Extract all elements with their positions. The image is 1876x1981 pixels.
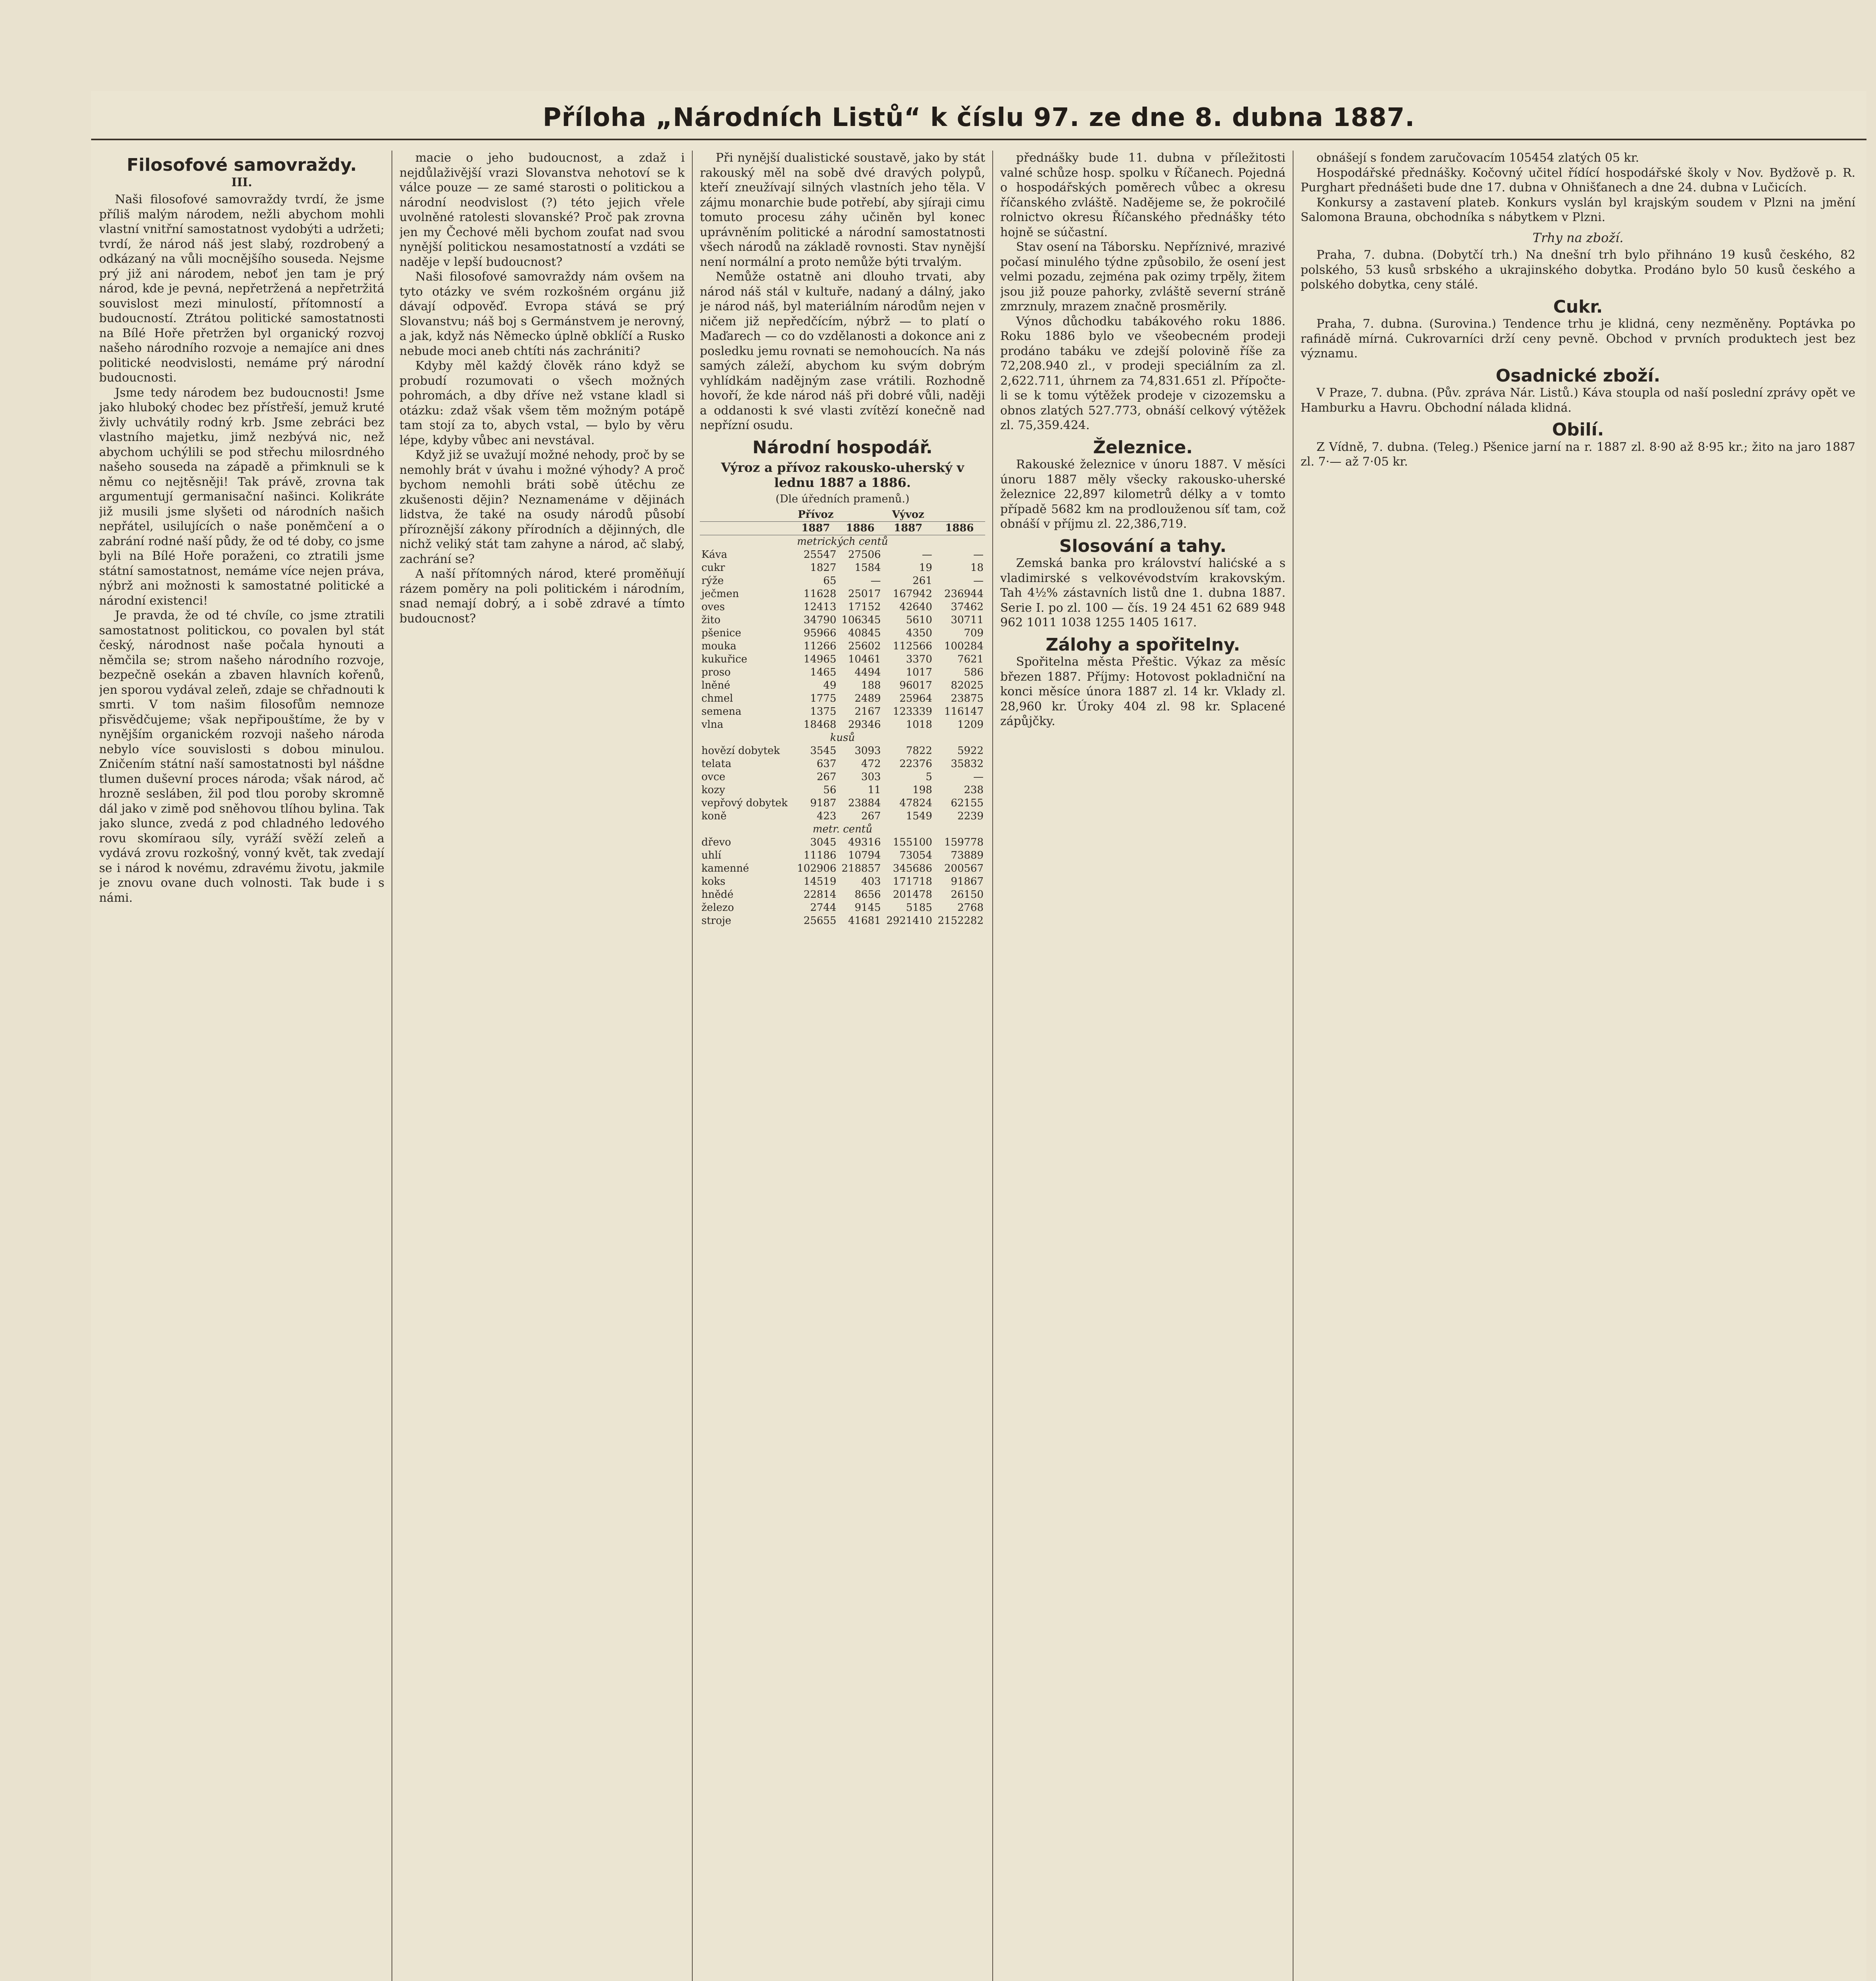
table-cell: žito — [701, 614, 721, 626]
column-2 — [399, 151, 685, 1981]
table-cell: 56 — [823, 784, 837, 796]
table-cell: 1886 — [934, 521, 985, 535]
table-cell: 18 — [970, 561, 984, 574]
table-cell: 586 — [964, 666, 984, 678]
table-cell: 11 — [867, 784, 881, 796]
table-cell: dřevo — [701, 836, 731, 848]
table-cell: 1886 — [838, 521, 883, 535]
table-cell: proso — [701, 666, 731, 678]
table-cell: — — [870, 574, 881, 587]
table-cell: ovce — [701, 771, 726, 783]
table-cell: 41681 — [848, 914, 881, 927]
paragraph: Zemská banka pro království halićské a s vladimirské s velkovévodstvím krakovským. Tah 4½% zástavních listů dne 1. dubna 1887. Serie I. po zl. 100 — čís. 19 24 451 62 689 948 962 1011 1038 1255 1405 1617. — [1000, 556, 1286, 630]
table-row — [700, 758, 985, 771]
table-cell — [700, 521, 793, 535]
table-cell: 171718 — [893, 875, 932, 887]
table-cell: 30711 — [951, 614, 984, 626]
table-cell: železo — [701, 901, 734, 914]
table-row — [700, 771, 985, 784]
table-cell: 200567 — [944, 862, 984, 874]
column-3 — [700, 151, 985, 1981]
table-cell: 40845 — [848, 627, 881, 639]
table-cell: rýže — [701, 574, 724, 587]
table-cell: mouka — [701, 640, 737, 652]
paragraph: Praha, 7. dubna. (Surovina.) Tendence trhu je klidná, ceny nezměněny. Poptávka po rafinádě mírná. Cukrovarníci drží ceny pevně. Obchod v prvních produktech jest bez významu. — [1301, 317, 1855, 361]
table-cell: 25964 — [899, 692, 932, 704]
table-cell: 4494 — [854, 666, 881, 678]
table-cell: 116147 — [944, 705, 984, 718]
table-cell: — — [973, 548, 984, 561]
table-cell: 2152282 — [938, 914, 984, 927]
table-row — [700, 574, 985, 588]
table-cell: 1209 — [957, 718, 984, 731]
table-cell: 159778 — [944, 836, 984, 848]
paragraph: Z Vídně, 7. dubna. (Teleg.) Pšenice jarní na r. 1887 zl. 8·90 až 8·95 kr.; žito na jaro 1887 zl. 7·— až 7·05 kr. — [1301, 440, 1855, 469]
table-cell — [700, 508, 793, 522]
table-cell: 188 — [861, 679, 881, 691]
table-cell: hnědé — [701, 888, 734, 901]
trade-table-title: Výroz a přívoz rakousko-uherský v lednu 1887 a 1886. — [721, 460, 964, 490]
table-cell: ječmen — [701, 588, 739, 600]
table-cell: 25602 — [848, 640, 881, 652]
table-row — [700, 888, 985, 901]
table-cell: 9145 — [854, 901, 881, 914]
table-cell: oves — [701, 601, 725, 613]
unit-label: metrických centů — [797, 535, 888, 548]
table-cell: 345686 — [893, 862, 932, 874]
table-cell: 2921410 — [886, 914, 932, 927]
table-row — [700, 640, 985, 653]
table-cell: 95966 — [803, 627, 837, 639]
paragraph: Rakouské železnice v únoru 1887. V měsíci únoru 1887 měly všecky rakousko-uherské železnice 22,897 kilometrů délky a v tomto případě 5682 km na prodlouženou síť tam, což obnáší v příjmu zl. 22,386,719. — [1000, 458, 1286, 531]
unit-row — [700, 823, 985, 836]
article-title: Filosofové samovraždy. — [126, 155, 357, 175]
paragraph: Kdyby měl každý člověk ráno když se probudí rozumovati o všech možných pohromách, a dby dříve než vstane kladl si otázku: zdaž však všem těm možným potápě tam stojí za to, abych vstal, — bylo by věru lépe, kdyby vůbec ani nevstával. — [399, 359, 685, 447]
paragraph: obnášejí s fondem zaručovacím 105454 zlatých 05 kr. — [1316, 151, 1639, 165]
table-cell: pšenice — [701, 627, 741, 639]
unit-label: metr. centů — [812, 823, 873, 835]
section-heading-slosovani: Slosování a tahy. — [1059, 536, 1226, 556]
table-row — [700, 901, 985, 914]
table-cell: vepřový dobytek — [701, 797, 788, 809]
table-row — [700, 653, 985, 666]
table-cell: 238 — [964, 784, 984, 796]
table-cell: 1465 — [810, 666, 837, 678]
paragraph: Naši filosofové samovraždy nám ovšem na tyto otázky ve svém rozkošném orgánu již dávají odpověď. Evropa stává se prý Slovanstvu; náš boj s Germánstvem je nerovný, a jak, když nás Německo úplně obklíčí a Rusko nebude moci aneb chtíti nás zachrániti? — [399, 270, 685, 358]
table-cell: 3545 — [810, 744, 837, 757]
paragraph: Naši filosofové samovraždy tvrdí, že jsme příliš malým národem, nežli abychom mohli vlastní vnitřní samostatnost vydobýti a udržeti; tvrdí, že národ náš jest slabý, rozdrobený a odkázaný na vůli mocnějšího souseda. Nejsme prý již ani národem, neboť jen tam je prý národ, kde je pevná, nepřetržená a nepřetržitá souvislost mezi minulostí, přítomností a budoucností. Ztrátou politické samostatnosti na Bílé Hoře přetržen byl organický rozvoj našeho národního rozvoje a nemajíce ani dnes politické neodvislosti, nemáme prý národní budoucnosti. — [99, 193, 384, 385]
table-cell: 8656 — [854, 888, 881, 901]
unit-row — [700, 731, 985, 744]
table-cell: 34790 — [803, 614, 837, 626]
table-cell: 2167 — [854, 705, 881, 718]
table-cell: 1017 — [906, 666, 932, 678]
table-row — [700, 849, 985, 862]
table-cell: 12413 — [803, 601, 837, 613]
table-cell: 19 — [919, 561, 932, 574]
table-row — [700, 666, 985, 679]
table-row — [700, 561, 985, 574]
table-row — [700, 914, 985, 928]
unit-label: kusů — [830, 731, 855, 744]
table-cell: lněné — [701, 679, 730, 691]
table-cell — [838, 508, 883, 522]
table-cell: 91867 — [951, 875, 984, 887]
table-cell: koně — [701, 810, 727, 822]
table-row — [700, 679, 985, 692]
table-cell: 167942 — [893, 588, 932, 600]
paragraph: A naší přítomných národ, které proměňují rázem poměry na poli politickém i národním, snad nemají dobrý, a i sobě zdravé a tímto budoucnost? — [399, 567, 685, 626]
table-cell: Káva — [701, 548, 728, 561]
table-cell: 3370 — [906, 653, 932, 665]
paragraph: přednášky bude 11. dubna v příležitosti valné schůze hosp. spolku v Říčanech. Pojedná o hospodářských poměrech vůbec a okresu říčanského zvláště. Nadějeme se, že pokročilé rolnictvo okresu Říčanského přednášky této hojně se súčastní. — [1000, 151, 1286, 239]
table-cell: 123339 — [893, 705, 932, 718]
table-cell: 49 — [823, 679, 837, 691]
section-heading-trhy: Trhy na zboží. — [1532, 230, 1624, 245]
table-cell: 96017 — [899, 679, 932, 691]
table-cell: Vývoz — [883, 508, 934, 522]
table-cell: vlna — [701, 718, 724, 731]
trade-table-body — [700, 508, 985, 928]
section-heading-narodni-hospodar: Národní hospodář. — [752, 437, 933, 458]
table-cell: 1375 — [810, 705, 837, 718]
table-cell: 2768 — [957, 901, 984, 914]
table-row — [700, 548, 985, 561]
table-cell: 10794 — [848, 849, 881, 861]
table-cell: 29346 — [848, 718, 881, 731]
table-cell: 2489 — [854, 692, 881, 704]
table-row — [700, 797, 985, 810]
table-cell: telata — [701, 758, 732, 770]
table-cell: 1827 — [810, 561, 837, 574]
table-cell: 26150 — [951, 888, 984, 901]
table-cell: stroje — [701, 914, 732, 927]
table-cell: — — [922, 548, 932, 561]
paragraph: Jsme tedy národem bez budoucnosti! Jsme jako hluboký chodec bez přístřeší, jemuž kruté živly uchvátily rodný krb. Jsme zebráci bez vlastního majetku, jimž nezbývá nic, než abychom uchýlili se pod střechu milosrdného našeho souseda na západě a přimknuli se k němu co nejtěsněji! Tak právě, zrovna tak argumentují germanisační našinci. Kolikráte již musili jsme slyšeti od národních našich nepřátel, usilujících o naše poněmčení a o zabrání rodné naší půdy, že od té doby, co jsme byli na Bílé Hoře poraženi, co ztratili jsme státní samostatnost, nemáme více nejen práva, nýbrž ani možnosti k samostatné politické a národní existenci! — [99, 386, 384, 608]
table-row — [700, 692, 985, 705]
paragraph: Při nynější dualistické soustavě, jako by stát rakouský měl na sobě dvé dravých polypů, kteří zneužívají silných vlastních jeho těla. V zájmu monarchie bude potřebí, aby sjíraji cimu tomuto procesu záhy učiněn byl konec uprávněním politické a národní samostatnosti všech národů na základě rovnosti. Stav nynější není normální a proto nemůže býti trvalým. — [700, 151, 985, 269]
paragraph: Je pravda, že od té chvíle, co jsme ztratili samostatnost politickou, co povalen byl stát český, národnost naše počala hynouti a němčila se; strom našeho národního rozvoje, bezpečně osekán a zbaven hlavních kořenů, jen sporou vydával zeleň, zdaje se chřadnouti k smrti. V tom našim filosofům nemnoze přisvědčujeme; však nepřipouštíme, že by v nynějším organickém rozvoji našeho národa nebylo více souvislosti s dobou minulou. Zničením státní naší samostatnosti byl nášdne tlumen duševní proces národa; však národ, ač hrozně sesláben, žil pod tlou poroby skromně dál jako v zimě pod sněhovou tlíhou bylina. Tak jako slunce, zvedá z pod chladného ledového rovu skomíraou síly, vyráží svěží zeleň a vydává zrovu rozkošný, vonný květ, tak zvedají se i národ k novému, zdravému životu, jakmile je znovu ovane duch volnosti. Tak bude i s námi. — [99, 609, 384, 905]
table-cell: Přívoz — [793, 508, 838, 522]
table-cell: 112566 — [893, 640, 932, 652]
table-cell: 3093 — [854, 744, 881, 757]
table-cell: 23884 — [848, 797, 881, 809]
table-cell: 709 — [964, 627, 984, 639]
table-cell: koks — [701, 875, 726, 887]
table-cell: 62155 — [951, 797, 984, 809]
table-cell: 303 — [861, 771, 881, 783]
table-cell: 1887 — [883, 521, 934, 535]
table-cell: uhlí — [701, 849, 722, 861]
table-cell: 11266 — [803, 640, 837, 652]
paragraph: Hospodářské přednášky. Kočovný učitel řídící hospodářské školy v Nov. Bydžově p. R. Purghart přednášeti bude dne 17. dubna v Ohnišťanech a dne 24. dubna v Lučicích. — [1301, 166, 1855, 195]
table-cell: 1775 — [810, 692, 837, 704]
table-cell: 267 — [861, 810, 881, 822]
table-row — [700, 718, 985, 731]
column-1 — [99, 151, 384, 1981]
paragraph: Stav osení na Táborsku. Nepříznivé, mrazivé počasí minulého týdne způsobilo, že osení jest velmi pozadu, zejména pak ozimy trpěly, žitem jsou již pouze pahorky, zvláště severní stráně zmrznuly, mrazem značně prosměrily. — [1000, 240, 1286, 313]
table-cell — [934, 508, 985, 522]
table-cell: 9187 — [810, 797, 837, 809]
table-cell: 2744 — [810, 901, 837, 914]
unit-row — [700, 535, 985, 548]
table-row — [700, 627, 985, 640]
table-cell: 18468 — [803, 718, 837, 731]
table-cell: 106345 — [841, 614, 881, 626]
table-cell: kozy — [701, 784, 725, 796]
paragraph: Praha, 7. dubna. (Dobytčí trh.) Na dnešní trh bylo přihnáno 19 kusů českého, 82 polského, 53 kusů srbského a ukrajinského dobytka. Prodáno bylo 50 kusů českého a polského dobytka, ceny stálé. — [1301, 248, 1855, 292]
paragraph: Výnos důchodku tabákového roku 1886. Roku 1886 bylo ve všeobecném prodeji prodáno tabáku ve zdejší polovině říše za 72,208.940 zl., v prodeji speciálním za zl. 2,622.711, úhrnem za 74,831.651 zl. Přípočte-li se k tomu výtěžek prodeje v cizozemsku a obnos zlatých 527.773, obnáší celkový výtěžek zl. 75,359.424. — [1000, 314, 1286, 432]
table-cell: 17152 — [848, 601, 881, 613]
table-row — [700, 744, 985, 758]
newspaper-sheet — [91, 91, 1866, 1981]
table-cell: 198 — [912, 784, 932, 796]
paragraph: Nemůže ostatně ani dlouho trvati, aby národ náš stál v kultuře, nadaný a dálný, jako je národ náš, byl materiálním národům nejen v ničem již nepředčícím, nýbrž — to platí o Maďarech — co do vzdělanosti a dokonce ani z posledku jemu rovnati se nemohoucích. Na nás samých záleží, abychom ku svým dobrým vyhlídkám nadějným zase vrátili. Rozhodně hovoří, že kde národ náš při dobré vůli, naději a oddanosti k své vlasti zvítězí konečně nad nepřízní osudu. — [700, 270, 985, 432]
table-row — [700, 601, 985, 614]
table-row — [700, 862, 985, 875]
paragraph: Spořitelna města Přeštic. Výkaz za měsíc březen 1887. Příjmy: Hotovost pokladniční na konci měsíce února 1887 zl. 14 kr. Vklady zl. 28,960 kr. Úroky 404 zl. 98 kr. Splacené zápůjčky. — [1000, 655, 1286, 728]
table-cell: 14519 — [803, 875, 837, 887]
table-row — [700, 588, 985, 601]
table-cell: 261 — [912, 574, 932, 587]
table-cell: — — [973, 574, 984, 587]
masthead: Příloha „Národních Listů“ k číslu 97. ze dne 8. dubna 1887. — [543, 103, 1415, 132]
table-row — [700, 705, 985, 718]
column-divider — [992, 151, 993, 1981]
column-5 — [1301, 151, 1855, 1981]
table-cell: 65 — [823, 574, 837, 587]
table-row — [700, 810, 985, 823]
table-cell: 11628 — [803, 588, 837, 600]
table-cell: 35832 — [951, 758, 984, 770]
table-cell: chmel — [701, 692, 733, 704]
paragraph: Když již se uvažují možné nehody, proč by se nemohly brát v úvahu i možné výhody? A proč bychom nemohli bráti sobě útěchu ze zkušenosti dějin? Neznamenáme v dějinách lidstva, že také na osudy národů působí příroznější zákony přírodních a dějinných, dle nichž veliký stát tam zahyne a národ, ač slabý, zachrání se? — [399, 448, 685, 566]
table-cell: 82025 — [951, 679, 984, 691]
table-cell: semena — [701, 705, 742, 718]
table-cell: 637 — [816, 758, 837, 770]
article-part: III. — [231, 175, 252, 189]
table-cell: 1018 — [906, 718, 932, 731]
table-cell: 73889 — [951, 849, 984, 861]
table-cell: 5922 — [957, 744, 984, 757]
table-cell: 100284 — [944, 640, 984, 652]
table-cell: 1549 — [906, 810, 932, 822]
table-cell: 236944 — [944, 588, 984, 600]
table-cell: 14965 — [803, 653, 837, 665]
table-row — [700, 836, 985, 849]
table-cell: 403 — [861, 875, 881, 887]
section-heading-zalozny: Zálohy a spořitelny. — [1045, 634, 1240, 655]
masthead-rule — [91, 139, 1866, 140]
table-cell: 5 — [925, 771, 932, 783]
table-cell: 7822 — [906, 744, 932, 757]
table-cell: 155100 — [893, 836, 932, 848]
table-cell: 472 — [861, 758, 881, 770]
table-cell: 423 — [816, 810, 837, 822]
section-heading-cukr: Cukr. — [1553, 296, 1603, 317]
paragraph: V Praze, 7. dubna. (Pův. zpráva Nár. Listů.) Káva stoupla od naší poslední zprávy opět ve Hamburku a Havru. Obchodní nálada klidná. — [1301, 386, 1855, 415]
table-row — [700, 784, 985, 797]
table-cell: 22376 — [899, 758, 932, 770]
table-cell: 25655 — [803, 914, 837, 927]
trade-table — [700, 508, 985, 928]
table-cell: hovězí dobytek — [701, 744, 780, 757]
table-cell: cukr — [701, 561, 725, 574]
table-cell: 27506 — [848, 548, 881, 561]
table-row — [700, 614, 985, 627]
table-cell: 25547 — [803, 548, 837, 561]
table-cell: 47824 — [899, 797, 932, 809]
table-cell: 42640 — [899, 601, 932, 613]
table-cell: 267 — [816, 771, 837, 783]
table-cell: 4350 — [906, 627, 932, 639]
table-cell: — — [973, 771, 984, 783]
table-row — [700, 875, 985, 888]
trade-table-note: (Dle úředních pramenů.) — [776, 493, 909, 505]
table-cell: 3045 — [810, 836, 837, 848]
table-cell: 1887 — [793, 521, 838, 535]
table-cell: kamenné — [701, 862, 749, 874]
table-header-row — [700, 508, 985, 522]
table-cell: 102906 — [797, 862, 837, 874]
table-cell: 25017 — [848, 588, 881, 600]
column-divider — [692, 151, 693, 1981]
table-cell: 218857 — [841, 862, 881, 874]
table-cell: 2239 — [957, 810, 984, 822]
table-year-row — [700, 521, 985, 535]
table-cell: 73054 — [899, 849, 932, 861]
table-cell: 201478 — [893, 888, 932, 901]
table-cell: 37462 — [951, 601, 984, 613]
table-cell: 10461 — [848, 653, 881, 665]
table-cell: 11186 — [803, 849, 837, 861]
section-heading-zeleznice: Železnice. — [1093, 437, 1193, 458]
table-cell: 5185 — [906, 901, 932, 914]
section-heading-osadnicke: Osadnické zboží. — [1496, 365, 1660, 386]
table-cell: 1584 — [854, 561, 881, 574]
table-cell: kukuřice — [701, 653, 747, 665]
column-4 — [1000, 151, 1286, 1981]
table-cell: 7621 — [957, 653, 984, 665]
section-heading-obili: Obilí. — [1552, 420, 1604, 440]
paragraph: Konkursy a zastavení plateb. Konkurs vyslán byl krajským soudem v Plzni na jmění Salomona Brauna, obchodníka s nábytkem v Plzni. — [1301, 195, 1855, 224]
table-cell: 22814 — [803, 888, 837, 901]
paragraph: macie o jeho budoucnost, a zdaž i nejdůlaživější vrazi Slovanstva nehotoví se k válce pouze — ze samé starosti o politickou a národní neodvislost (?) této jejich vřele uvolněné ratolesti slovanské? Proč pak zrovna jen my Čechové měli bychom zoufat nad svou nynější politickou nesamostatností a vzdáti se naděje v lepší budoucnost? — [399, 151, 685, 269]
table-cell: 23875 — [951, 692, 984, 704]
table-cell: 49316 — [848, 836, 881, 848]
table-cell: 5610 — [906, 614, 932, 626]
